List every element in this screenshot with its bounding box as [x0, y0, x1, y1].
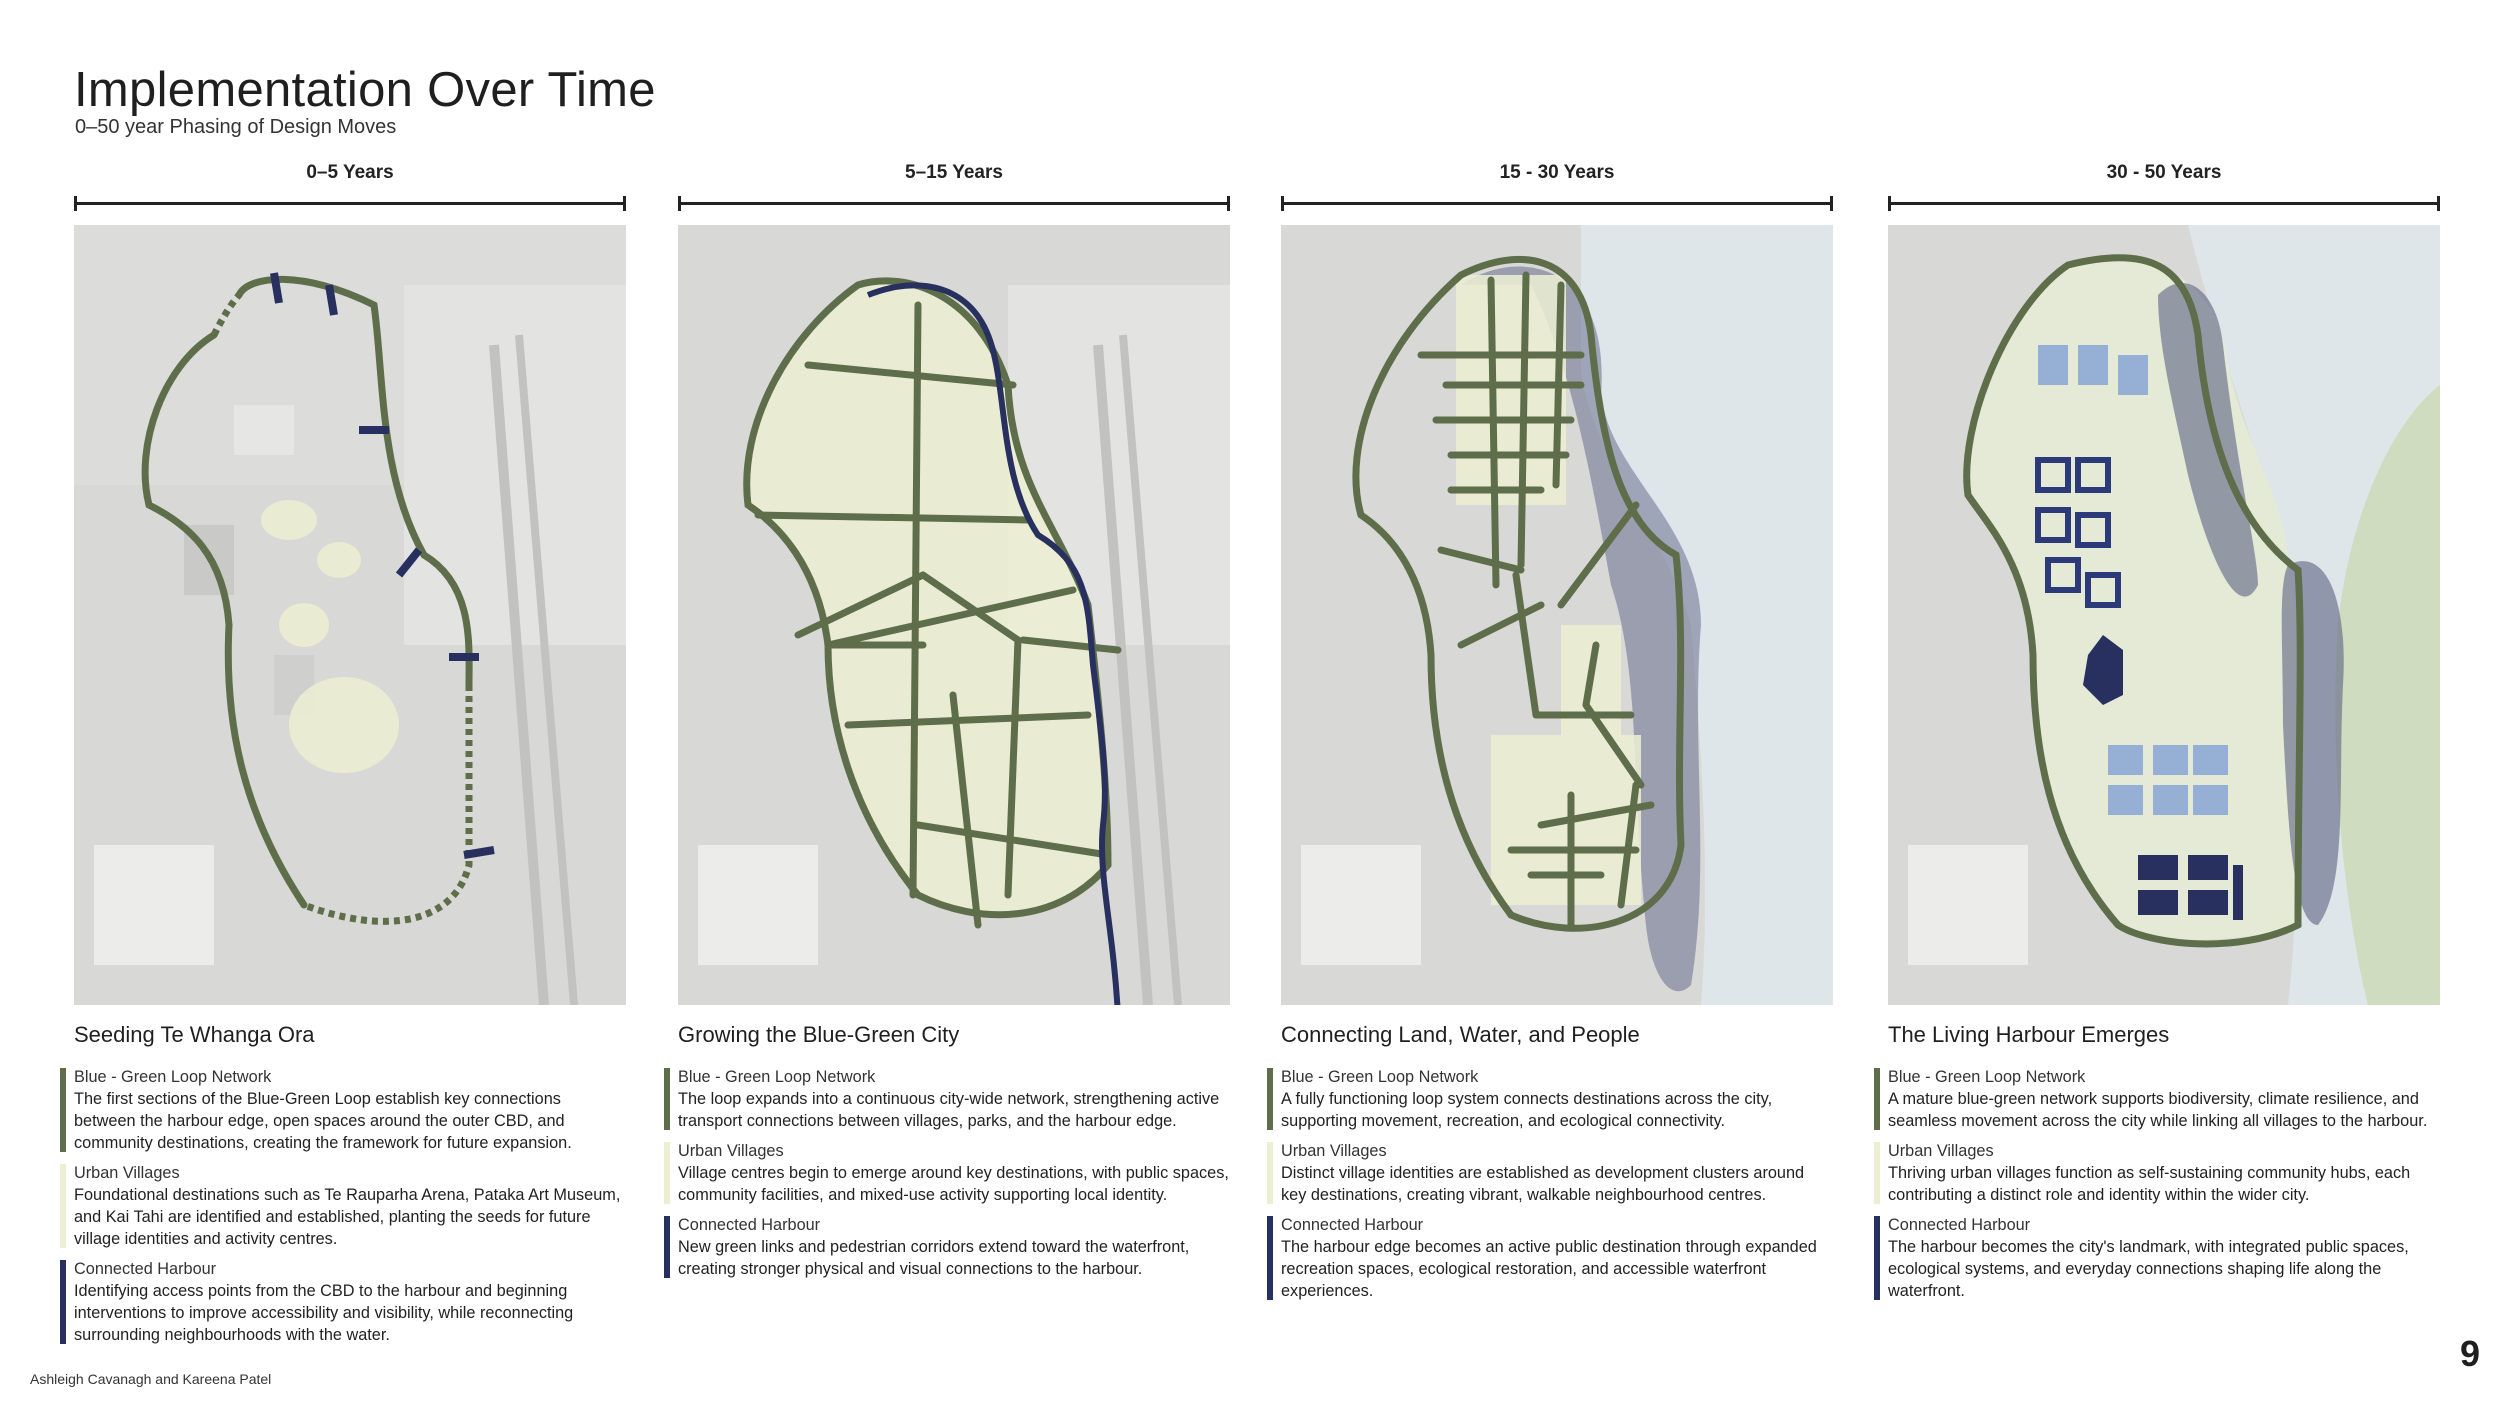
phase-column-4	[1888, 160, 2440, 1300]
note-label: Blue - Green Loop Network	[1281, 1068, 1479, 1086]
phase-notes	[664, 1066, 1230, 1288]
note-text: A mature blue-green network supports biodiversity, climate resilience, and seamless movement across the city while linking all villages to the harbour.	[1888, 1090, 2428, 1130]
note-connected-harbour	[664, 1214, 1230, 1280]
timeline-bar	[1888, 198, 2440, 210]
phase-heading: The Living Harbour Emerges	[1888, 1022, 2170, 1047]
page-number: 9	[2459, 1333, 2480, 1374]
phase-notes	[60, 1066, 626, 1354]
phase-map-2	[678, 225, 1230, 1005]
note-urban-villages	[60, 1162, 626, 1250]
phase-notes	[1874, 1066, 2440, 1310]
note-label: Connected Harbour	[1888, 1216, 2031, 1234]
note-label: Connected Harbour	[1281, 1216, 1424, 1234]
phase-heading: Seeding Te Whanga Ora	[74, 1022, 315, 1047]
note-text: Village centres begin to emerge around key destinations, with public spaces, community facilities, and mixed-use activity supporting local identity.	[678, 1164, 1229, 1204]
note-text: The harbour becomes the city's landmark, with integrated public spaces, ecological systems, and everyday connections shaping life along the waterfront.	[1888, 1238, 2409, 1300]
phase-map-3	[1281, 225, 1833, 1005]
phase-period-label: 5–15 Years	[905, 162, 1003, 183]
phase-period-label: 15 - 30 Years	[1499, 162, 1615, 183]
note-text: A fully functioning loop system connects destinations across the city, supporting movement, recreation, and ecological connectivity.	[1281, 1090, 1773, 1130]
note-loop-network	[60, 1066, 626, 1154]
note-connected-harbour	[1874, 1214, 2440, 1302]
note-loop-network	[1267, 1066, 1833, 1132]
note-text: The first sections of the Blue-Green Loop establish key connections between the harbour edge, open spaces around the outer CBD, and community destinations, creating the framework for future expansion.	[74, 1090, 572, 1152]
phase-heading: Connecting Land, Water, and People	[1281, 1022, 1640, 1047]
note-text: New green links and pedestrian corridors extend toward the waterfront, creating stronger physical and visual connections to the harbour.	[678, 1238, 1190, 1278]
note-urban-villages	[1267, 1140, 1833, 1206]
phase-map-4	[1888, 225, 2440, 1005]
timeline-bar	[678, 198, 1230, 210]
phase-period-label: 30 - 50 Years	[2106, 162, 2222, 183]
note-text: The harbour edge becomes an active public destination through expanded recreation spaces, ecological restoration, and accessible waterfront experiences.	[1281, 1238, 1817, 1300]
note-label: Urban Villages	[678, 1142, 784, 1160]
note-label: Blue - Green Loop Network	[678, 1068, 876, 1086]
note-text: Distinct village identities are established as development clusters around key destinations, creating vibrant, walkable neighbourhood centres.	[1281, 1164, 1805, 1204]
note-label: Blue - Green Loop Network	[74, 1068, 272, 1086]
page-subtitle: 0–50 year Phasing of Design Moves	[75, 116, 397, 138]
phase-column-2	[678, 160, 1230, 1278]
phase-notes	[1267, 1066, 1833, 1310]
note-label: Urban Villages	[1281, 1142, 1387, 1160]
phase-period-label: 0–5 Years	[306, 162, 394, 183]
note-text: The loop expands into a continuous city-wide network, strengthening active transport connections between villages, parks, and the harbour edge.	[678, 1090, 1220, 1130]
phase-map-1	[74, 225, 626, 1005]
note-loop-network	[664, 1066, 1230, 1132]
note-label: Connected Harbour	[678, 1216, 821, 1234]
note-label: Connected Harbour	[74, 1260, 217, 1278]
timeline-bar	[74, 198, 626, 210]
note-loop-network	[1874, 1066, 2440, 1132]
note-connected-harbour	[60, 1258, 626, 1346]
note-label: Urban Villages	[1888, 1142, 1994, 1160]
note-urban-villages	[664, 1140, 1230, 1206]
page-title: Implementation Over Time	[74, 63, 656, 117]
note-text: Thriving urban villages function as self-sustaining community hubs, each contributing a distinct role and identity within the wider city.	[1888, 1164, 2411, 1204]
note-label: Urban Villages	[74, 1164, 180, 1182]
note-urban-villages	[1874, 1140, 2440, 1206]
note-label: Blue - Green Loop Network	[1888, 1068, 2086, 1086]
phase-column-3	[1281, 160, 1833, 1300]
note-text: Foundational destinations such as Te Rauparha Arena, Pataka Art Museum, and Kai Tahi are identified and established, planting the seeds for future village identities and activity centres.	[74, 1186, 621, 1248]
phase-heading: Growing the Blue-Green City	[678, 1022, 960, 1047]
phase-column-1	[74, 160, 626, 1344]
note-connected-harbour	[1267, 1214, 1833, 1302]
timeline-bar	[1281, 198, 1833, 210]
note-text: Identifying access points from the CBD to the harbour and beginning interventions to improve accessibility and visibility, while reconnecting surrounding neighbourhoods with the water.	[74, 1282, 574, 1344]
footer-authors: Ashleigh Cavanagh and Kareena Patel	[30, 1371, 272, 1387]
